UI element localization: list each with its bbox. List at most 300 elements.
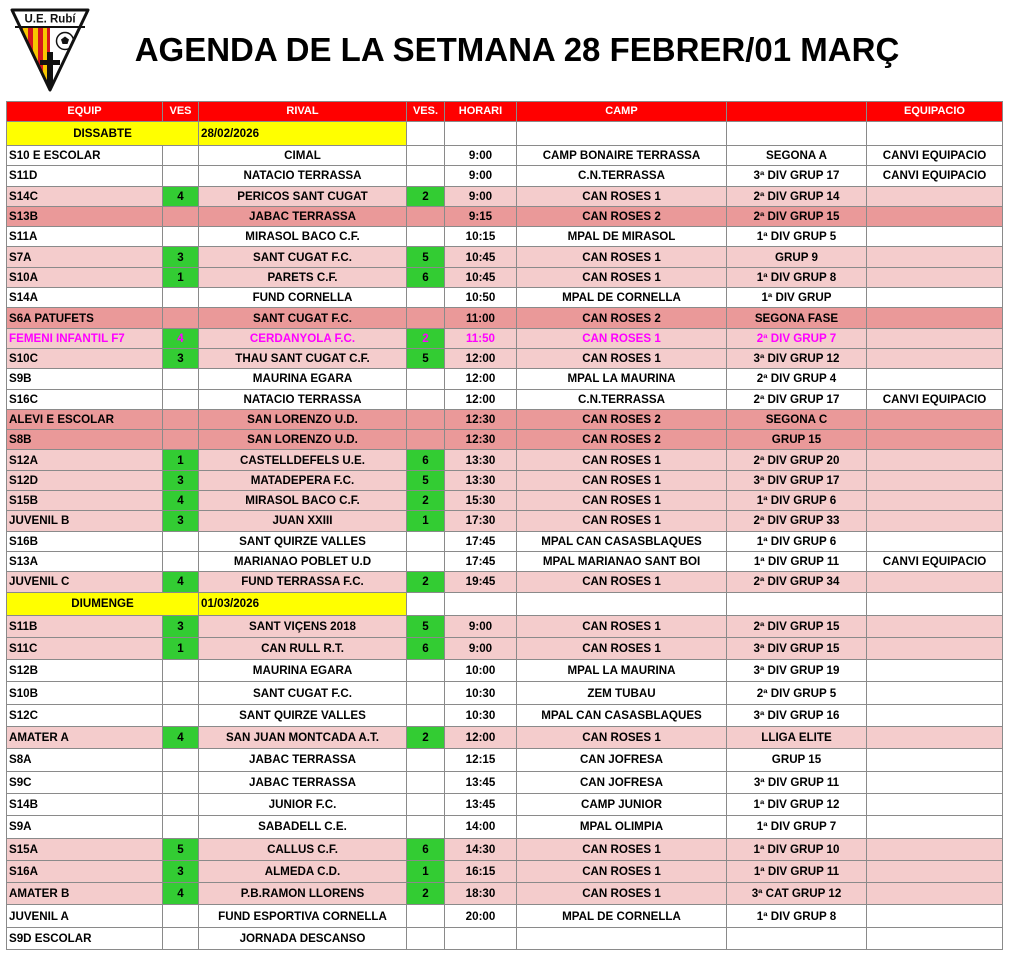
category-cell: LLIGA ELITE	[727, 727, 867, 749]
home-dressing-room-cell: 3	[163, 860, 199, 882]
rival-cell: FUND ESPORTIVA CORNELLA	[199, 905, 407, 927]
kit-cell	[867, 860, 1003, 882]
time-cell: 9:00	[445, 186, 517, 206]
time-cell: 12:30	[445, 409, 517, 429]
time-cell: 17:45	[445, 531, 517, 551]
team-cell: S12B	[7, 660, 163, 682]
home-dressing-room-cell	[163, 389, 199, 409]
rival-dressing-room-cell: 2	[407, 883, 445, 905]
category-cell: 1ª DIV GRUP 11	[727, 860, 867, 882]
match-row	[7, 227, 1003, 247]
category-cell: 3ª DIV GRUP 19	[727, 660, 867, 682]
venue-cell: CAN ROSES 1	[517, 328, 727, 348]
home-dressing-room-cell	[163, 206, 199, 226]
rival-cell: SANT CUGAT F.C.	[199, 308, 407, 328]
rival-cell: MIRASOL BACO C.F.	[199, 227, 407, 247]
match-row	[7, 389, 1003, 409]
match-row	[7, 328, 1003, 348]
match-row	[7, 860, 1003, 882]
day-header-row	[7, 592, 1003, 615]
empty-cell	[867, 122, 1003, 146]
rival-dressing-room-cell: 2	[407, 186, 445, 206]
kit-cell	[867, 511, 1003, 531]
column-header-ves: VES	[163, 102, 199, 122]
match-row	[7, 247, 1003, 267]
venue-cell: CAN ROSES 1	[517, 511, 727, 531]
rival-cell: MIRASOL BACO C.F.	[199, 491, 407, 511]
venue-cell: CAMP JUNIOR	[517, 793, 727, 815]
column-header-rival: RIVAL	[199, 102, 407, 122]
venue-cell: CAN ROSES 1	[517, 727, 727, 749]
category-cell: SEGONA C	[727, 409, 867, 429]
match-row	[7, 450, 1003, 470]
time-cell: 20:00	[445, 905, 517, 927]
rival-dressing-room-cell	[407, 704, 445, 726]
rival-dressing-room-cell: 2	[407, 572, 445, 592]
category-cell: 1ª DIV GRUP 8	[727, 905, 867, 927]
home-dressing-room-cell	[163, 682, 199, 704]
rival-cell: CALLUS C.F.	[199, 838, 407, 860]
venue-cell: CAN ROSES 1	[517, 450, 727, 470]
category-cell: 3ª DIV GRUP 12	[727, 348, 867, 368]
category-cell: GRUP 9	[727, 247, 867, 267]
rival-dressing-room-cell	[407, 288, 445, 308]
category-cell: 1ª DIV GRUP 8	[727, 267, 867, 287]
rival-dressing-room-cell: 5	[407, 348, 445, 368]
empty-cell	[407, 122, 445, 146]
time-cell: 19:45	[445, 572, 517, 592]
team-cell: S16A	[7, 860, 163, 882]
match-row	[7, 267, 1003, 287]
team-cell: S10 E ESCOLAR	[7, 146, 163, 166]
home-dressing-room-cell	[163, 531, 199, 551]
team-cell: S14A	[7, 288, 163, 308]
venue-cell: CAN ROSES 1	[517, 491, 727, 511]
rival-dressing-room-cell	[407, 816, 445, 838]
kit-cell	[867, 704, 1003, 726]
rival-cell: SANT QUIRZE VALLES	[199, 531, 407, 551]
venue-cell: CAN JOFRESA	[517, 749, 727, 771]
kit-cell	[867, 267, 1003, 287]
rival-cell: NATACIO TERRASSA	[199, 166, 407, 186]
venue-cell: CAN ROSES 1	[517, 247, 727, 267]
team-cell: ALEVI E ESCOLAR	[7, 409, 163, 429]
category-cell: GRUP 15	[727, 749, 867, 771]
kit-cell	[867, 247, 1003, 267]
kit-cell: CANVI EQUIPACIO	[867, 166, 1003, 186]
category-cell: 2ª DIV GRUP 34	[727, 572, 867, 592]
match-row	[7, 369, 1003, 389]
agenda-body	[7, 122, 1003, 950]
time-cell: 9:00	[445, 615, 517, 637]
time-cell: 10:45	[445, 267, 517, 287]
category-cell: 1ª DIV GRUP 6	[727, 491, 867, 511]
rival-cell: NATACIO TERRASSA	[199, 389, 407, 409]
match-row	[7, 816, 1003, 838]
team-cell: S8A	[7, 749, 163, 771]
column-header-rival-ves: VES.	[407, 102, 445, 122]
kit-cell	[867, 491, 1003, 511]
venue-cell: CAN ROSES 1	[517, 838, 727, 860]
home-dressing-room-cell	[163, 793, 199, 815]
venue-cell: CAN ROSES 1	[517, 637, 727, 659]
category-cell	[727, 927, 867, 949]
home-dressing-room-cell	[163, 660, 199, 682]
home-dressing-room-cell: 4	[163, 883, 199, 905]
match-row	[7, 615, 1003, 637]
rival-dressing-room-cell	[407, 227, 445, 247]
empty-cell	[517, 122, 727, 146]
time-cell: 12:30	[445, 430, 517, 450]
venue-cell: ZEM TUBAU	[517, 682, 727, 704]
home-dressing-room-cell	[163, 146, 199, 166]
rival-dressing-room-cell: 6	[407, 267, 445, 287]
team-cell: S10C	[7, 348, 163, 368]
rival-cell: CIMAL	[199, 146, 407, 166]
rival-cell: P.B.RAMON LLORENS	[199, 883, 407, 905]
match-row	[7, 166, 1003, 186]
home-dressing-room-cell	[163, 816, 199, 838]
column-header-row	[7, 102, 1003, 122]
team-cell: JUVENIL A	[7, 905, 163, 927]
rival-cell: SANT CUGAT F.C.	[199, 247, 407, 267]
rival-cell: SAN LORENZO U.D.	[199, 409, 407, 429]
venue-cell: CAN ROSES 1	[517, 615, 727, 637]
rival-dressing-room-cell: 2	[407, 491, 445, 511]
kit-cell	[867, 227, 1003, 247]
match-row	[7, 883, 1003, 905]
rival-dressing-room-cell	[407, 146, 445, 166]
venue-cell: CAN ROSES 1	[517, 348, 727, 368]
team-cell: AMATER A	[7, 727, 163, 749]
venue-cell: CAN ROSES 1	[517, 883, 727, 905]
kit-cell: CANVI EQUIPACIO	[867, 146, 1003, 166]
day-label: DIUMENGE	[7, 592, 199, 615]
time-cell: 13:45	[445, 771, 517, 793]
rival-cell: SANT VIÇENS 2018	[199, 615, 407, 637]
rival-dressing-room-cell: 6	[407, 450, 445, 470]
rival-dressing-room-cell	[407, 551, 445, 571]
home-dressing-room-cell	[163, 409, 199, 429]
time-cell: 9:00	[445, 166, 517, 186]
home-dressing-room-cell	[163, 927, 199, 949]
match-row	[7, 470, 1003, 490]
category-cell: 2ª DIV GRUP 4	[727, 369, 867, 389]
team-cell: S16C	[7, 389, 163, 409]
home-dressing-room-cell: 5	[163, 838, 199, 860]
team-cell: AMATER B	[7, 883, 163, 905]
venue-cell: CAN ROSES 1	[517, 470, 727, 490]
rival-dressing-room-cell: 6	[407, 637, 445, 659]
rival-dressing-room-cell: 2	[407, 328, 445, 348]
match-row	[7, 511, 1003, 531]
time-cell: 12:15	[445, 749, 517, 771]
team-cell: S12A	[7, 450, 163, 470]
kit-cell	[867, 727, 1003, 749]
kit-cell	[867, 572, 1003, 592]
venue-cell: CAN ROSES 2	[517, 206, 727, 226]
category-cell: 3ª DIV GRUP 16	[727, 704, 867, 726]
rival-cell: CERDANYOLA F.C.	[199, 328, 407, 348]
rival-cell: SAN JUAN MONTCADA A.T.	[199, 727, 407, 749]
category-cell: 3ª DIV GRUP 15	[727, 637, 867, 659]
rival-cell: JUNIOR F.C.	[199, 793, 407, 815]
match-row	[7, 206, 1003, 226]
venue-cell: CAN ROSES 1	[517, 860, 727, 882]
empty-cell	[517, 592, 727, 615]
kit-cell	[867, 615, 1003, 637]
crest-text: U.E. Rubí	[24, 13, 76, 26]
rival-cell: MARIANAO POBLET U.D	[199, 551, 407, 571]
match-row	[7, 905, 1003, 927]
home-dressing-room-cell: 3	[163, 348, 199, 368]
rival-dressing-room-cell	[407, 389, 445, 409]
rival-cell: JABAC TERRASSA	[199, 771, 407, 793]
rival-cell: SANT QUIRZE VALLES	[199, 704, 407, 726]
category-cell: 3ª CAT GRUP 12	[727, 883, 867, 905]
category-cell: 2ª DIV GRUP 20	[727, 450, 867, 470]
match-row	[7, 660, 1003, 682]
match-row	[7, 186, 1003, 206]
rival-cell: CAN RULL R.T.	[199, 637, 407, 659]
rival-cell: SABADELL C.E.	[199, 816, 407, 838]
category-cell: 1ª DIV GRUP 6	[727, 531, 867, 551]
match-row	[7, 838, 1003, 860]
team-cell: S7A	[7, 247, 163, 267]
time-cell: 10:50	[445, 288, 517, 308]
home-dressing-room-cell: 3	[163, 470, 199, 490]
match-row	[7, 288, 1003, 308]
empty-cell	[407, 592, 445, 615]
rival-cell: FUND CORNELLA	[199, 288, 407, 308]
rival-dressing-room-cell: 5	[407, 247, 445, 267]
venue-cell: MPAL DE CORNELLA	[517, 288, 727, 308]
time-cell: 18:30	[445, 883, 517, 905]
match-row	[7, 637, 1003, 659]
venue-cell: MPAL DE MIRASOL	[517, 227, 727, 247]
match-row	[7, 491, 1003, 511]
column-header-horari: HORARI	[445, 102, 517, 122]
match-row	[7, 704, 1003, 726]
category-cell: 1ª DIV GRUP	[727, 288, 867, 308]
empty-cell	[867, 592, 1003, 615]
home-dressing-room-cell: 4	[163, 328, 199, 348]
rival-dressing-room-cell	[407, 793, 445, 815]
category-cell: 3ª DIV GRUP 17	[727, 470, 867, 490]
rival-cell: MAURINA EGARA	[199, 660, 407, 682]
category-cell: 2ª DIV GRUP 14	[727, 186, 867, 206]
rival-cell: PERICOS SANT CUGAT	[199, 186, 407, 206]
home-dressing-room-cell: 4	[163, 572, 199, 592]
home-dressing-room-cell	[163, 308, 199, 328]
venue-cell: C.N.TERRASSA	[517, 389, 727, 409]
empty-cell	[727, 122, 867, 146]
home-dressing-room-cell	[163, 704, 199, 726]
home-dressing-room-cell	[163, 551, 199, 571]
team-cell: S11C	[7, 637, 163, 659]
rival-cell: JABAC TERRASSA	[199, 749, 407, 771]
kit-cell	[867, 308, 1003, 328]
rival-dressing-room-cell	[407, 166, 445, 186]
time-cell: 13:30	[445, 450, 517, 470]
kit-cell	[867, 838, 1003, 860]
rival-dressing-room-cell	[407, 682, 445, 704]
match-row	[7, 308, 1003, 328]
venue-cell	[517, 927, 727, 949]
time-cell: 9:00	[445, 146, 517, 166]
team-cell: S12C	[7, 704, 163, 726]
match-row	[7, 551, 1003, 571]
team-cell: S13A	[7, 551, 163, 571]
rival-cell: CASTELLDEFELS U.E.	[199, 450, 407, 470]
team-cell: S14C	[7, 186, 163, 206]
team-cell: S9A	[7, 816, 163, 838]
match-row	[7, 793, 1003, 815]
time-cell: 10:45	[445, 247, 517, 267]
match-row	[7, 727, 1003, 749]
match-row	[7, 430, 1003, 450]
rival-cell: MAURINA EGARA	[199, 369, 407, 389]
match-row	[7, 572, 1003, 592]
match-row	[7, 771, 1003, 793]
category-cell: 1ª DIV GRUP 12	[727, 793, 867, 815]
category-cell: 3ª DIV GRUP 11	[727, 771, 867, 793]
time-cell: 10:00	[445, 660, 517, 682]
rival-dressing-room-cell	[407, 409, 445, 429]
time-cell: 9:00	[445, 637, 517, 659]
rival-cell: JORNADA DESCANSO	[199, 927, 407, 949]
kit-cell	[867, 531, 1003, 551]
page-title: AGENDA DE LA SETMANA 28 FEBRER/01 MARÇ	[134, 31, 900, 68]
time-cell: 12:00	[445, 727, 517, 749]
venue-cell: C.N.TERRASSA	[517, 166, 727, 186]
home-dressing-room-cell: 4	[163, 186, 199, 206]
category-cell: 2ª DIV GRUP 17	[727, 389, 867, 409]
kit-cell	[867, 328, 1003, 348]
kit-cell	[867, 470, 1003, 490]
time-cell: 14:00	[445, 816, 517, 838]
team-cell: S15B	[7, 491, 163, 511]
kit-cell	[867, 771, 1003, 793]
kit-cell	[867, 637, 1003, 659]
kit-cell	[867, 749, 1003, 771]
time-cell: 12:00	[445, 369, 517, 389]
column-header-category	[727, 102, 867, 122]
empty-cell	[727, 592, 867, 615]
time-cell: 10:15	[445, 227, 517, 247]
time-cell: 10:30	[445, 682, 517, 704]
kit-cell	[867, 369, 1003, 389]
team-cell: S12D	[7, 470, 163, 490]
category-cell: 3ª DIV GRUP 17	[727, 166, 867, 186]
team-cell: FEMENI INFANTIL F7	[7, 328, 163, 348]
kit-cell	[867, 927, 1003, 949]
team-cell: JUVENIL B	[7, 511, 163, 531]
day-date: 01/03/2026	[199, 592, 407, 615]
time-cell: 14:30	[445, 838, 517, 860]
rival-dressing-room-cell	[407, 660, 445, 682]
column-header-equipacio: EQUIPACIO	[867, 102, 1003, 122]
home-dressing-room-cell: 1	[163, 637, 199, 659]
time-cell: 17:45	[445, 551, 517, 571]
time-cell	[445, 927, 517, 949]
kit-cell	[867, 206, 1003, 226]
time-cell: 10:30	[445, 704, 517, 726]
category-cell: SEGONA A	[727, 146, 867, 166]
rival-dressing-room-cell	[407, 308, 445, 328]
home-dressing-room-cell: 1	[163, 450, 199, 470]
team-cell: S9C	[7, 771, 163, 793]
kit-cell	[867, 883, 1003, 905]
rival-dressing-room-cell	[407, 369, 445, 389]
venue-cell: CAN ROSES 1	[517, 572, 727, 592]
team-cell: S15A	[7, 838, 163, 860]
kit-cell	[867, 348, 1003, 368]
venue-cell: MPAL DE CORNELLA	[517, 905, 727, 927]
rival-dressing-room-cell	[407, 430, 445, 450]
team-cell: S6A PATUFETS	[7, 308, 163, 328]
rival-dressing-room-cell	[407, 206, 445, 226]
time-cell: 13:45	[445, 793, 517, 815]
kit-cell	[867, 430, 1003, 450]
team-cell: S9D ESCOLAR	[7, 927, 163, 949]
rival-cell: ALMEDA C.D.	[199, 860, 407, 882]
rival-dressing-room-cell: 6	[407, 838, 445, 860]
team-cell: S16B	[7, 531, 163, 551]
home-dressing-room-cell	[163, 430, 199, 450]
time-cell: 17:30	[445, 511, 517, 531]
kit-cell	[867, 450, 1003, 470]
day-label: DISSABTE	[7, 122, 199, 146]
kit-cell	[867, 186, 1003, 206]
category-cell: GRUP 15	[727, 430, 867, 450]
team-cell: S8B	[7, 430, 163, 450]
match-row	[7, 682, 1003, 704]
agenda-table	[6, 101, 1003, 950]
category-cell: 1ª DIV GRUP 7	[727, 816, 867, 838]
day-header-row	[7, 122, 1003, 146]
team-cell: S11B	[7, 615, 163, 637]
venue-cell: CAN ROSES 1	[517, 267, 727, 287]
rival-dressing-room-cell	[407, 905, 445, 927]
venue-cell: MPAL LA MAURINA	[517, 660, 727, 682]
home-dressing-room-cell	[163, 166, 199, 186]
rival-dressing-room-cell	[407, 927, 445, 949]
venue-cell: CAN ROSES 2	[517, 430, 727, 450]
match-row	[7, 348, 1003, 368]
team-cell: S14B	[7, 793, 163, 815]
empty-cell	[445, 122, 517, 146]
venue-cell: CAN ROSES 2	[517, 409, 727, 429]
kit-cell	[867, 816, 1003, 838]
category-cell: 2ª DIV GRUP 33	[727, 511, 867, 531]
rival-dressing-room-cell: 5	[407, 615, 445, 637]
day-date: 28/02/2026	[199, 122, 407, 146]
category-cell: 1ª DIV GRUP 11	[727, 551, 867, 571]
match-row	[7, 531, 1003, 551]
home-dressing-room-cell: 3	[163, 511, 199, 531]
club-crest-logo	[10, 8, 90, 92]
home-dressing-room-cell: 1	[163, 267, 199, 287]
match-row	[7, 749, 1003, 771]
category-cell: 2ª DIV GRUP 15	[727, 615, 867, 637]
time-cell: 12:00	[445, 389, 517, 409]
rival-dressing-room-cell	[407, 771, 445, 793]
category-cell: 1ª DIV GRUP 5	[727, 227, 867, 247]
kit-cell	[867, 682, 1003, 704]
empty-cell	[445, 592, 517, 615]
column-header-equip: EQUIP	[7, 102, 163, 122]
